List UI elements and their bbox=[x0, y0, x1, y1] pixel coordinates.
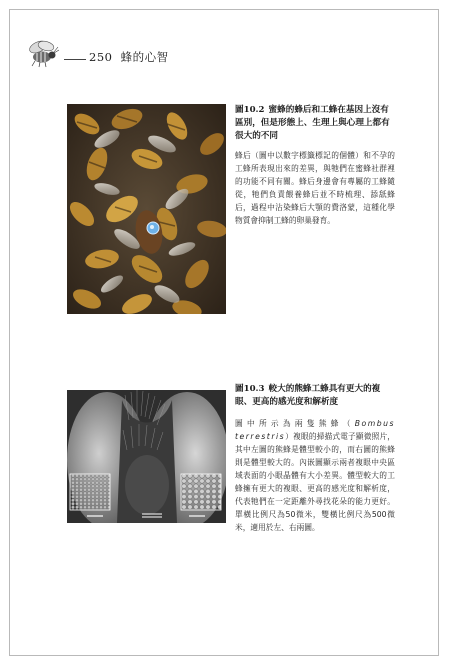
page-number: 250 bbox=[89, 50, 113, 64]
honeybee-queen-photo bbox=[67, 104, 226, 314]
figure-description: 蜂后（圖中以數字標籤標記的個體）和不孕的工蜂所表現出來的差異，與牠們在蜜蜂社群裡的功能不同有關。蜂后身邊會有專屬的工蜂隨從，牠們負責餵養蜂后並不時梳理、舔舐蜂后，過程中沾染蜂后大顎的費洛蒙，這種化學物質會抑制工蜂的卵巢發育。 bbox=[235, 151, 395, 225]
species-name: Bombus terrestris bbox=[235, 419, 395, 441]
header-rule bbox=[64, 59, 86, 60]
figure-description bbox=[235, 417, 395, 534]
figure-label: 圖10.2 bbox=[235, 105, 265, 115]
figure-title: 較大的熊蜂工蜂具有更大的複眼、更高的感光度和解析度 bbox=[235, 384, 381, 407]
book-title: 蜂的心智 bbox=[120, 50, 169, 64]
bumblebee-eye-sem bbox=[67, 390, 226, 523]
bee-icon bbox=[27, 38, 63, 68]
header-title bbox=[89, 49, 169, 65]
running-header bbox=[27, 38, 187, 72]
figure-caption bbox=[235, 104, 395, 143]
description-text: 圖中所示為兩隻熊蜂（ bbox=[235, 419, 355, 428]
figure-caption bbox=[235, 383, 395, 409]
figure-label: 圖10.3 bbox=[235, 384, 265, 394]
figure-title: 蜜蜂的蜂后和工蜂在基因上沒有區別，但是形態上、生理上與心理上都有很大的不同 bbox=[235, 105, 390, 141]
description-text: ）複眼的掃描式電子顯微照片，其中左圖的熊蜂是體型較小的，而右圖的熊蜂則是體型較大的。內嵌圖顯示兩者複眼中央區域表面的小眼晶體有大小差異。體型較大的工蜂擁有更大的複眼、更高的感光度和解析度，代表牠們在一定距離外尋找花朵的能力更好。單橫比例尺為50微米，雙橫比例尺為500微米，適用於左、右兩圖。 bbox=[235, 432, 395, 532]
